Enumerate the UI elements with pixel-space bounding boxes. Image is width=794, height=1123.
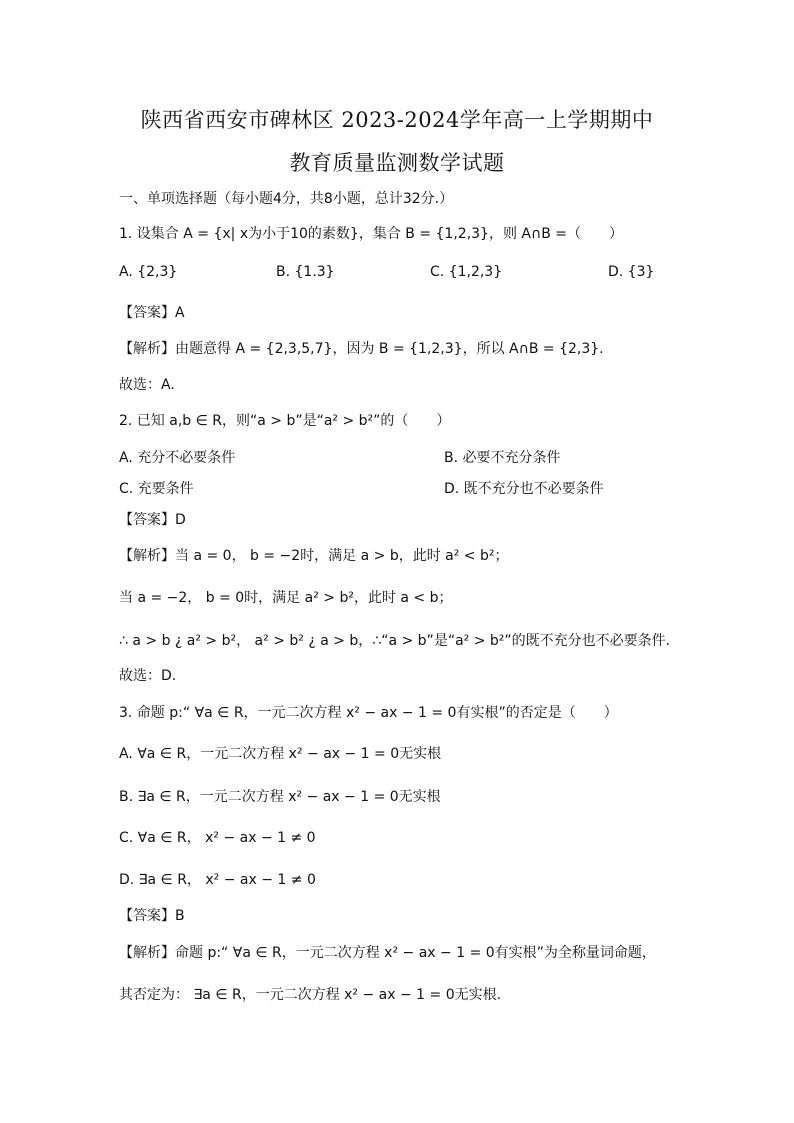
q2-conclusion: 故选：D. [119, 668, 177, 684]
q2-analysis-3: ∴ a > b ¿ a² > b²， a² > b² ¿ a > b，∴“a > b”是“a² > b²”的既不充分也不必要条件. [119, 633, 671, 649]
q3-answer: 【答案】B [119, 908, 185, 924]
q2-option-d: D. 既不充分也不必要条件 [444, 481, 604, 497]
q2-analysis-2: 当 a = −2， b = 0时，满足 a² > b²，此时 a < b； [119, 590, 453, 606]
q1-option-a: A. {2,3} [119, 264, 178, 280]
q3-option-b: B. ∃a ∈ R，一元二次方程 x² − ax − 1 = 0无实根 [119, 789, 441, 805]
q3-option-d: D. ∃a ∈ R， x² − ax − 1 ≠ 0 [119, 872, 316, 888]
q3-option-a: A. ∀a ∈ R，一元二次方程 x² − ax − 1 = 0无实根 [119, 746, 442, 762]
q1-option-c: C. {1,2,3} [430, 264, 503, 280]
q2-option-a: A. 充分不必要条件 [119, 450, 236, 466]
q3-analysis-1: 【解析】命题 p:“ ∀a ∈ R，一元二次方程 x² − ax − 1 = 0有实根”为全称量词命题， [119, 945, 656, 961]
q2-analysis-1: 【解析】当 a = 0， b = −2时，满足 a > b，此时 a² < b²； [119, 548, 509, 564]
q3-analysis-2: 其否定为： ∃a ∈ R，一元二次方程 x² − ax − 1 = 0无实根. [119, 987, 502, 1003]
q3-stem: 3. 命题 p:“ ∀a ∈ R，一元二次方程 x² − ax − 1 = 0有实根”的否定是（ ） [119, 705, 618, 721]
q1-stem: 1. 设集合 A = {x| x为小于10的素数}，集合 B = {1,2,3}，则 A∩B =（ ） [119, 226, 624, 242]
q2-option-b: B. 必要不充分条件 [444, 450, 561, 466]
title-line-1: 陕西省西安市碑林区 2023-2024学年高一上学期期中 [140, 108, 654, 132]
q2-option-c: C. 充要条件 [119, 481, 194, 497]
q1-conclusion: 故选：A. [119, 377, 175, 393]
title-line-2: 教育质量监测数学试题 [289, 151, 505, 175]
q1-answer: 【答案】A [119, 305, 185, 321]
q2-answer: 【答案】D [119, 512, 186, 528]
section-heading: 一、单项选择题（每小题4分，共8小题，总计32分.） [119, 191, 454, 207]
q1-option-b: B. {1.3} [276, 264, 335, 280]
q1-option-d: D. {3} [608, 264, 655, 280]
q3-option-c: C. ∀a ∈ R， x² − ax − 1 ≠ 0 [119, 830, 316, 846]
q2-stem: 2. 已知 a,b ∈ R，则“a > b”是“a² > b²”的（ ） [119, 413, 451, 429]
q1-analysis: 【解析】由题意得 A = {2,3,5,7}，因为 B = {1,2,3}，所以 A∩B = {2,3}. [119, 341, 604, 357]
